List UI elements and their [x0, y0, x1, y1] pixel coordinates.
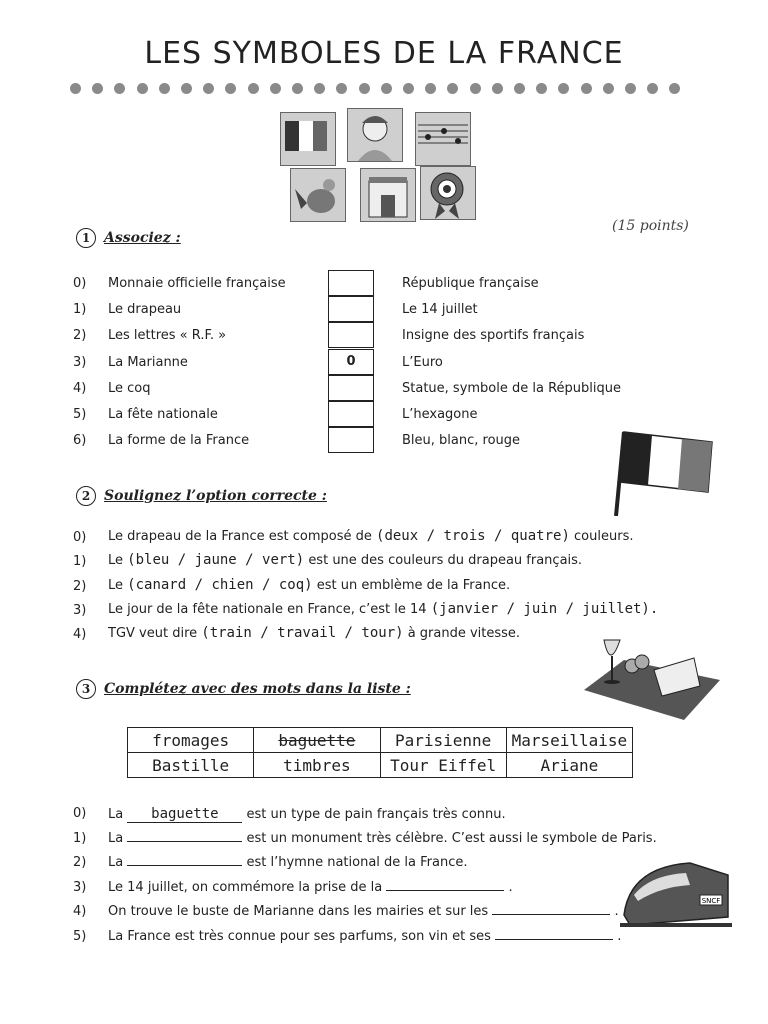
option-after: est une des couleurs du drapeau français.	[308, 553, 583, 569]
fill-number: 5)	[73, 928, 87, 944]
marianne-tile-icon	[347, 108, 403, 162]
option-after: couleurs.	[574, 529, 634, 544]
train-logo-text: SNCF	[701, 897, 721, 905]
option-number: 0)	[73, 530, 87, 545]
option-number: 3)	[73, 602, 87, 618]
assoc-left-item: Le coq	[108, 380, 151, 396]
assoc-answer-box[interactable]: 0	[328, 349, 374, 375]
section3-heading	[76, 679, 411, 699]
divider-dot	[248, 83, 259, 94]
divider-dot	[669, 83, 680, 94]
divider-dot	[581, 83, 592, 94]
fill-number: 1)	[73, 830, 87, 846]
cockade-tile-icon	[420, 166, 476, 220]
fill-after: est un type de pain français très connu.	[246, 807, 506, 822]
dotted-divider	[70, 82, 690, 96]
option-choices[interactable]: (bleu / jaune / vert)	[127, 552, 305, 569]
assoc-left-item: Les lettres « R.F. »	[108, 328, 227, 344]
blank-answer[interactable]	[127, 865, 242, 866]
divider-dot	[225, 83, 236, 94]
word-list-row	[128, 728, 633, 753]
word-cell: Tour Eiffel	[380, 753, 506, 778]
tgv-train-icon	[620, 855, 732, 933]
divider-dot	[403, 83, 414, 94]
assoc-number: 2)	[73, 328, 87, 344]
word-cell: Marseillaise	[506, 728, 632, 753]
word-cell: Parisienne	[380, 728, 506, 753]
assoc-left-item: La Marianne	[108, 354, 188, 370]
option-sentence	[108, 577, 510, 593]
fill-after: .	[617, 928, 622, 944]
option-after: est un emblème de la France.	[316, 577, 511, 593]
option-after: à grande vitesse.	[407, 626, 521, 642]
option-sentence	[108, 625, 520, 641]
wine-cheese-icon	[584, 620, 720, 720]
fill-after: .	[508, 879, 513, 895]
divider-dot	[625, 83, 636, 94]
assoc-number: 6)	[73, 433, 87, 449]
option-choices[interactable]: (janvier / juin / juillet).	[430, 600, 659, 617]
divider-dot	[114, 83, 125, 94]
option-before: TGV veut dire	[108, 626, 198, 642]
word-cell: fromages	[128, 728, 254, 753]
fill-number: 2)	[73, 855, 87, 870]
fill-sentence	[108, 855, 467, 870]
fill-before: La	[108, 830, 124, 846]
assoc-number: 5)	[73, 407, 87, 422]
word-list-row	[128, 753, 633, 778]
blank-answer[interactable]	[127, 841, 242, 842]
assoc-left-item: La fête nationale	[108, 407, 218, 422]
option-number: 2)	[73, 578, 87, 594]
music-score-tile-icon	[415, 112, 471, 166]
divider-dot	[647, 83, 658, 94]
assoc-answer-box[interactable]	[328, 427, 374, 453]
option-choices[interactable]: (canard / chien / coq)	[127, 576, 313, 593]
fill-after: .	[614, 904, 619, 919]
option-number: 4)	[73, 627, 87, 643]
fill-number: 3)	[73, 879, 87, 895]
fill-sentence	[108, 880, 513, 895]
divider-dot	[447, 83, 458, 94]
divider-dot	[514, 83, 525, 94]
assoc-right-item: Le 14 juillet	[402, 302, 478, 318]
divider-dot	[159, 83, 170, 94]
word-list-table	[127, 727, 633, 778]
assoc-number: 3)	[73, 354, 87, 370]
assoc-left-item: La forme de la France	[108, 433, 250, 449]
fill-sentence	[108, 806, 506, 823]
divider-dot	[492, 83, 503, 94]
option-choices[interactable]: (deux / trois / quatre)	[376, 528, 570, 544]
blank-answer[interactable]	[495, 939, 613, 940]
divider-dot	[314, 83, 325, 94]
section1-heading	[76, 228, 181, 248]
divider-dot	[558, 83, 569, 94]
assoc-right-item: Insigne des sportifs français	[402, 328, 585, 344]
fill-after: est un monument très célèbre. C’est aussi le symbole de Paris.	[246, 830, 657, 846]
assoc-answer-box[interactable]	[328, 401, 374, 427]
option-sentence	[108, 528, 633, 544]
assoc-left-item: Monnaie officielle française	[108, 276, 286, 291]
divider-dot	[203, 83, 214, 94]
fill-before: Le 14 juillet, on commémore la prise de la	[108, 879, 383, 895]
assoc-right-item: Bleu, blanc, rouge	[402, 433, 521, 449]
fill-before: La France est très connue pour ses parfums, son vin et ses	[108, 928, 491, 944]
fill-before: On trouve le buste de Marianne dans les mairies et sur les	[108, 904, 489, 919]
section1-number: 1	[76, 228, 96, 248]
assoc-left-item: Le drapeau	[108, 302, 182, 318]
flag-tile-icon	[280, 112, 336, 166]
page-title: LES SYMBOLES DE LA FRANCE	[144, 36, 624, 71]
option-before: Le drapeau de la France est composé de	[108, 529, 372, 544]
word-cell-used: baguette	[254, 728, 380, 753]
section2-heading	[76, 486, 327, 506]
word-cell: Bastille	[128, 753, 254, 778]
fill-sentence	[108, 831, 657, 846]
section2-heading-text: Soulignez l’option correcte :	[104, 488, 327, 504]
assoc-right-item: L’hexagone	[402, 407, 478, 422]
divider-dot	[270, 83, 281, 94]
divider-dot	[359, 83, 370, 94]
symbols-collage	[270, 108, 480, 226]
blank-answer[interactable]: baguette	[127, 806, 242, 823]
divider-dot	[603, 83, 614, 94]
assoc-answer-box[interactable]	[328, 296, 374, 322]
option-before: Le	[108, 553, 124, 569]
fill-before: La	[108, 807, 124, 822]
divider-dot	[536, 83, 547, 94]
fill-sentence	[108, 904, 619, 919]
assoc-number: 4)	[73, 380, 87, 396]
assoc-number: 1)	[73, 302, 87, 318]
option-choices[interactable]: (train / travail / tour)	[201, 625, 404, 642]
word-cell: timbres	[254, 753, 380, 778]
divider-dot	[137, 83, 148, 94]
divider-dot	[292, 83, 303, 94]
blank-answer[interactable]	[492, 914, 610, 915]
fill-before: La	[108, 855, 124, 870]
french-flag-icon	[612, 412, 718, 516]
divider-dot	[425, 83, 436, 94]
assoc-answer-box[interactable]	[328, 322, 374, 348]
assoc-right-item: Statue, symbole de la République	[402, 380, 621, 396]
option-sentence	[108, 601, 658, 617]
divider-dot	[70, 83, 81, 94]
section3-number: 3	[76, 679, 96, 699]
assoc-answer-box[interactable]	[328, 270, 374, 296]
word-cell: Ariane	[506, 753, 632, 778]
town-hall-tile-icon	[360, 168, 416, 222]
section1-heading-text: Associez :	[104, 230, 181, 246]
option-before: Le jour de la fête nationale en France, c’est le 14	[108, 601, 427, 617]
divider-dot	[470, 83, 481, 94]
option-sentence	[108, 552, 582, 568]
option-before: Le	[108, 577, 124, 593]
assoc-right-item: L’Euro	[402, 354, 443, 370]
assoc-answer-box[interactable]	[328, 375, 374, 401]
divider-dot	[92, 83, 103, 94]
assoc-number: 0)	[73, 276, 87, 291]
fill-sentence	[108, 929, 621, 944]
fill-number: 0)	[73, 806, 87, 821]
option-number: 1)	[73, 554, 87, 570]
divider-dot	[336, 83, 347, 94]
assoc-right-item: République française	[402, 276, 539, 291]
points-label: (15 points)	[612, 218, 689, 234]
rooster-tile-icon	[290, 168, 346, 222]
divider-dot	[181, 83, 192, 94]
divider-dot	[381, 83, 392, 94]
fill-number: 4)	[73, 904, 87, 919]
section2-number: 2	[76, 486, 96, 506]
section3-heading-text: Complétez avec des mots dans la liste :	[104, 681, 411, 697]
fill-after: est l’hymne national de la France.	[246, 855, 468, 870]
blank-answer[interactable]	[386, 890, 504, 891]
